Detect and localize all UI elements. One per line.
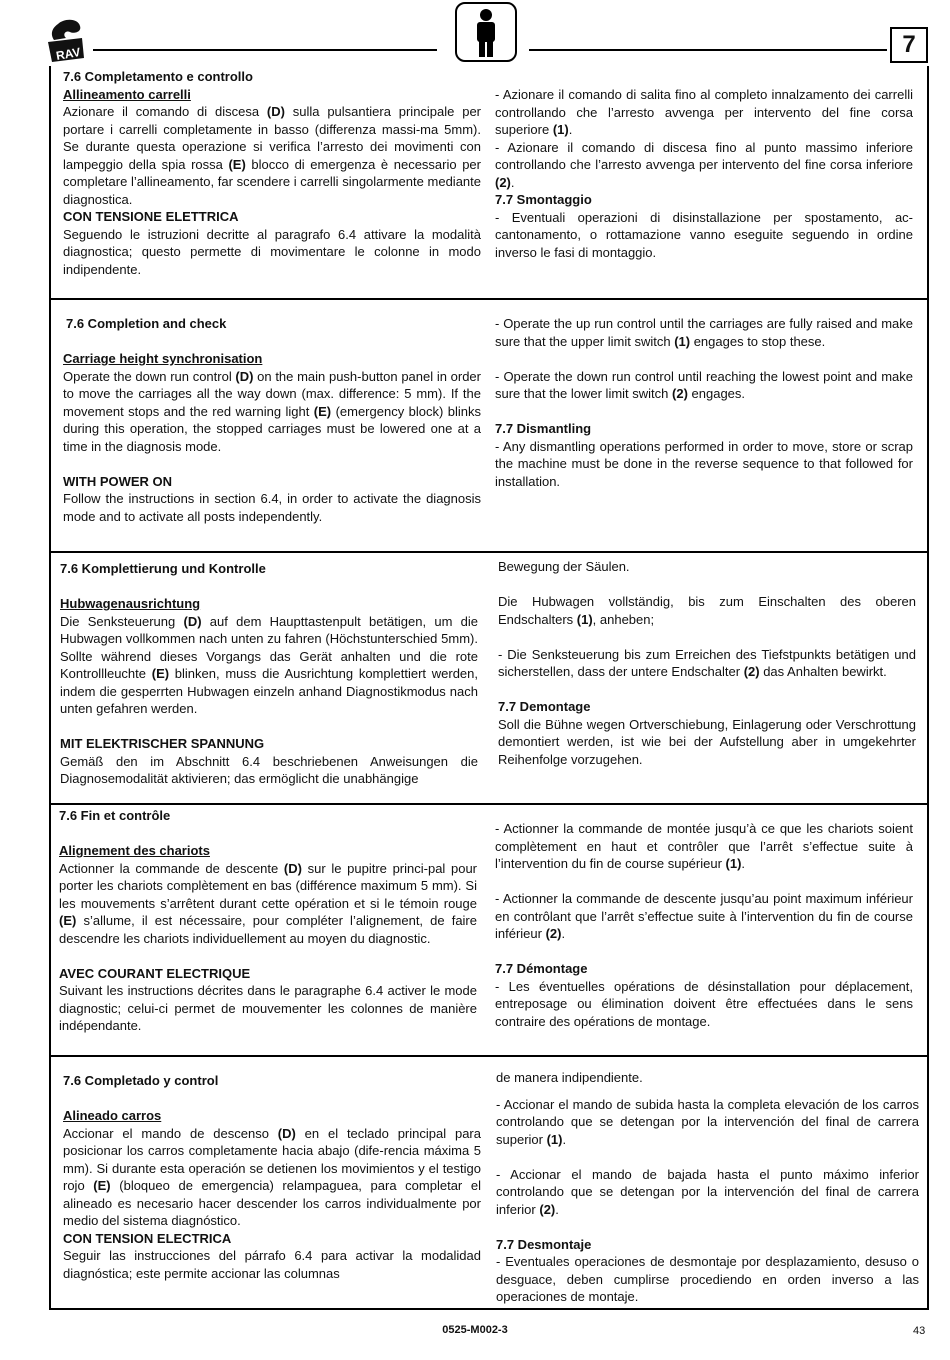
section-heading: 7.7 Desmontaje: [496, 1236, 592, 1252]
paragraph: - Eventuali operazioni di disinstallazione per spostamento, ac-cantonamento, o rottamazione vanno eseguite seguendo in ordine inverso le fasi di montaggio.: [495, 209, 913, 260]
paragraph: - Azionare il comando di salita fino al completo innalzamento dei carrelli controllando che l’arresto avvenga per intervento del fine corsa superiore (1).: [495, 87, 913, 137]
paragraph: Follow the instructions in section 6.4, in order to activate the diagnosis mode and to activate all posts independently.: [63, 491, 481, 524]
subheading: Alineado carros: [63, 1108, 162, 1123]
section-fr-right: [495, 820, 913, 1030]
paragraph: Suivant les instructions décrites dans le paragraphe 6.4 activer le mode diagnostic; celui-ci permet de mouvementer les colonnes de manière indépendante.: [59, 983, 477, 1033]
section-heading: 7.6 Completion and check: [66, 316, 227, 331]
section-de-right: [498, 558, 916, 768]
paragraph: Die Hubwagen vollständig, bis zum Einschalten des oberen Endschalters (1), anheben;: [498, 594, 916, 627]
paragraph: Seguendo le istruzioni decritte al paragrafo 6.4 attivare la modalità diagnostica; questo permette di movimentare le colonne in modo indipendente.: [63, 226, 481, 277]
subheading: Alignement des chariots: [59, 843, 210, 858]
paragraph: Actionner la commande de descente (D) sur le pupitre princi-pal pour porter les chariots complètement en bas (différence maximum 5 mm). Si les mouvements s’arrêtent durant cette opération et si le témoin rouge (E) s’allume, il est nécessaire, pour compléter l’alignement, de faire descendre les chariots individuellement au moyen du diagnostic.: [59, 860, 477, 946]
section-divider: [49, 803, 929, 805]
section-en-right: [495, 315, 913, 490]
paragraph: - Azionare il comando di discesa fino al punto massimo inferiore controllando che l’arresto avvenga per intervento del fine corsa inferiore (2).: [495, 139, 913, 190]
paragraph: Soll die Bühne wegen Ortverschiebung, Einlagerung oder Verschrottung demontiert werden, ist wie bei der Aufstellung aber in umgekehrter Reihenfolge vorzugehen.: [498, 716, 916, 767]
paragraph: - Operate the down run control until reaching the lowest point and make sure that the lower limit switch (2) engages.: [495, 368, 913, 401]
section-heading: 7.6 Komplettierung und Kontrolle: [60, 561, 266, 576]
paragraph: Gemäß den im Abschnitt 6.4 beschriebenen Anweisungen die Diagnosemodalität aktivieren; das ermöglicht die unabhängige: [60, 753, 478, 786]
subheading: MIT ELEKTRISCHER SPANNUNG: [60, 736, 265, 751]
paragraph: - Actionner la commande de montée jusqu’à ce que les chariots soient complètement en haut et contrôler que l’arrêt s’effectue suite à l’intervention du fin de course supérieur (1).: [495, 821, 913, 871]
section-heading: 7.7 Dismantling: [495, 421, 592, 436]
subheading: AVEC COURANT ELECTRIQUE: [59, 965, 251, 981]
paragraph: Die Senksteuerung (D) auf dem Haupttastenpult betätigen, um die Hubwagen vollkommen nach unten zu fahren (Höchstunterschied 5mm). Sollte während dieses Vorgangs das Gerät anhalten und die rote Kontrollleuchte (E) blinken, muss die Ausrichtung komplettiert werden, indem die gesperrten Hubwagen einzeln anhand Diagnostikmodus nach unten gefahren werden.: [60, 613, 479, 716]
subheading: CON TENSION ELECTRICA: [63, 1230, 232, 1246]
section-fr-left: [59, 807, 477, 1035]
paragraph: - Les éventuelles opérations de désinstallation pour déplacement, entreposage ou élimination doivent être effectuées dans le sens contraire des opérations de montage.: [495, 978, 913, 1029]
paragraph: - Any dismantling operations performed in order to move, store or scrap the machine must be done in the reverse sequence to that followed for installation.: [495, 438, 913, 489]
document-code: 0525-M002-3: [442, 1324, 508, 1336]
section-heading: 7.6 Completamento e controllo: [63, 69, 253, 84]
section-de-left: [60, 560, 478, 788]
section-it-right: [495, 86, 913, 261]
section-divider: [49, 298, 929, 300]
logo-text: RAV: [54, 44, 82, 63]
subheading: Allineamento carrelli: [63, 86, 191, 102]
section-es-right: [496, 1069, 919, 1306]
paragraph: - Actionner la commande de descente jusqu’au point maximum inférieur en contrôlant que l’arrêt s’effectue suite à l’intervention du fin de course inférieur (2).: [495, 891, 913, 941]
paragraph: - Eventuales operaciones de desmontaje por desplazamiento, desuso o desguace, deben cumplirse procediendo en orden inverso a las operaciones de montaje.: [496, 1254, 919, 1304]
person-icon: [457, 4, 515, 60]
section-divider: [49, 1055, 929, 1057]
section-heading: 7.7 Smontaggio: [495, 192, 592, 207]
paragraph: Seguir las instrucciones del párrafo 6.4 para activar la modalidad diagnóstica; este permite accionar las columnas: [63, 1248, 481, 1281]
subheading: Carriage height synchronisation: [63, 351, 263, 366]
paragraph: Accionar el mando de descenso (D) en el teclado principal para posicionar los carros completamente hacia abajo (dife-rencia máxima 5 mm). Si durante esta operación se detienen los movimientos y el testigo rojo (E) (bloqueo de emergencia) relampaguea, para completar el alineado es necesario hacer descender los carros individualmente por medio del sistema diagnóstico.: [63, 1125, 481, 1228]
paragraph: Azionare il comando di discesa (D) sulla pulsantiera principale per portare i carrelli completamente in basso (differenza massi-ma 5mm). Se durante questa operazione si verifica l’arresto dei movimenti con lampeggio della spia rossa (E) blocco di emergenza è necessario per completare l’allineamento, far scendere i carrelli singolarmente mediante diagnostica.: [63, 104, 481, 207]
paragraph: Operate the down run control (D) on the main push-button panel in order to move the carriages all the way down (max. difference: 5 mm). If the movement stops and the red warning light (E) (emergency block) blinks during this operation, the stopped carriages must be lowered one at a time in the diagnosis mode.: [63, 368, 482, 454]
section-it-left: [63, 68, 481, 278]
subheading: Hubwagenausrichtung: [60, 596, 201, 611]
header-rule-right: [529, 49, 887, 51]
section-heading: 7.7 Demontage: [498, 699, 591, 714]
section-divider: [49, 551, 929, 553]
operator-badge: [455, 2, 517, 62]
section-heading: 7.6 Completado y control: [63, 1073, 219, 1088]
subheading: WITH POWER ON: [63, 473, 173, 489]
rav-logo-icon: [44, 18, 92, 64]
paragraph: - Accionar el mando de subida hasta la completa elevación de los carros controlando que se detengan por la intervención del final de carrera superior (1).: [496, 1096, 919, 1147]
page-number: 43: [913, 1325, 926, 1337]
section-heading: 7.6 Fin et contrôle: [59, 808, 171, 823]
section-es-left: [63, 1072, 481, 1282]
paragraph: de manera indipendiente.: [496, 1070, 643, 1085]
section-en-left: [63, 315, 481, 525]
chapter-number: 7: [890, 27, 928, 63]
paragraph: - Accionar el mando de bajada hasta el punto máximo inferior controlando que se detengan por la intervención del final de carrera inferior (2).: [496, 1166, 919, 1217]
paragraph: - Operate the up run control until the carriages are fully raised and make sure that the upper limit switch (1) engages to stop these.: [495, 316, 913, 349]
header-rule-left: [93, 49, 437, 51]
subheading: CON TENSIONE ELETTRICA: [63, 209, 239, 224]
paragraph: - Die Senksteuerung bis zum Erreichen des Tiefstpunkts betätigen und sicherstellen, dass der untere Endschalter (2) das Anhalten bewirkt.: [498, 646, 916, 679]
paragraph: Bewegung der Säulen.: [498, 559, 630, 574]
section-heading: 7.7 Démontage: [495, 961, 588, 976]
